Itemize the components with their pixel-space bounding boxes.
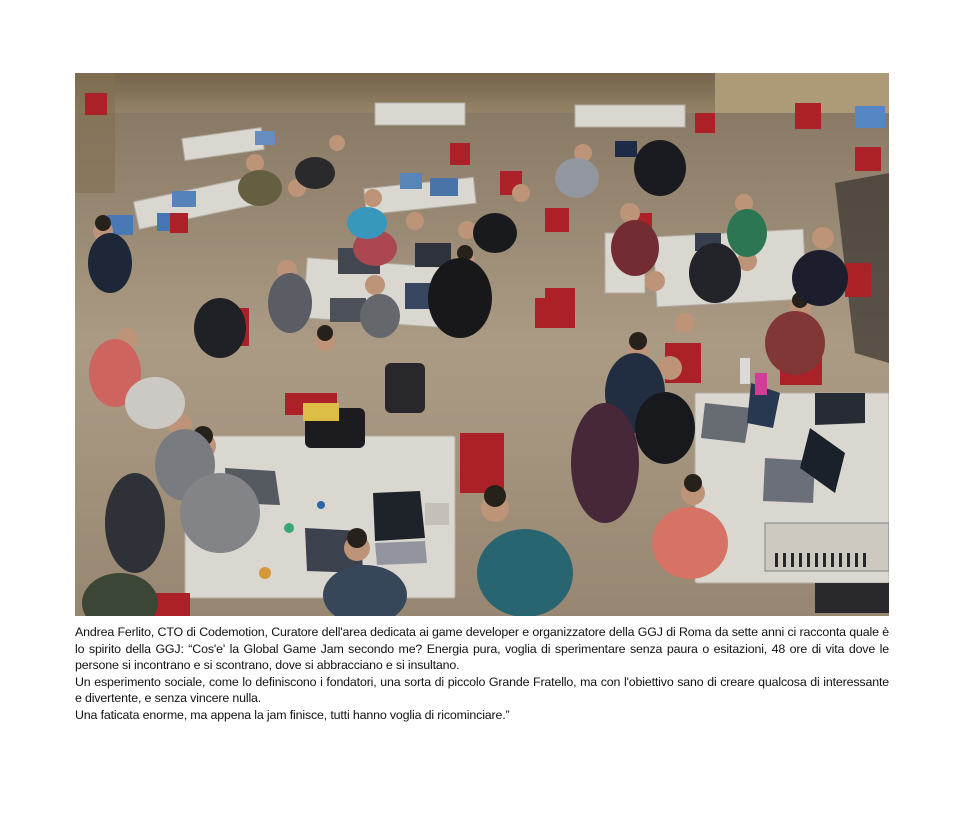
caption-paragraph-1: Andrea Ferlito, CTO di Codemotion, Curatore dell'area dedicata ai game developer e organizzatore della GGJ di Roma da sette anni ci racconta quale è lo spirito della GGJ: “Cos'e' la Global Game Jam secondo me? Energia pura, voglia di sperimentare senza paura o esitazioni, 48 ore di vita dove le persone si incontrano e si scontrano, dove si abbracciano e si insultano. <box>75 625 889 673</box>
photo-caption <box>75 624 889 724</box>
event-photo-illustration <box>75 73 889 616</box>
event-photo <box>75 73 889 616</box>
caption-paragraph-3: Una faticata enorme, ma appena la jam finisce, tutti hanno voglia di ricominciare.” <box>75 707 510 722</box>
caption-paragraph-2: Un esperimento sociale, come lo definiscono i fondatori, una sorta di piccolo Grande Fratello, ma con l'obiettivo sano di creare qualcosa di interessante e divertente, e senza vincere nulla. <box>75 674 889 706</box>
